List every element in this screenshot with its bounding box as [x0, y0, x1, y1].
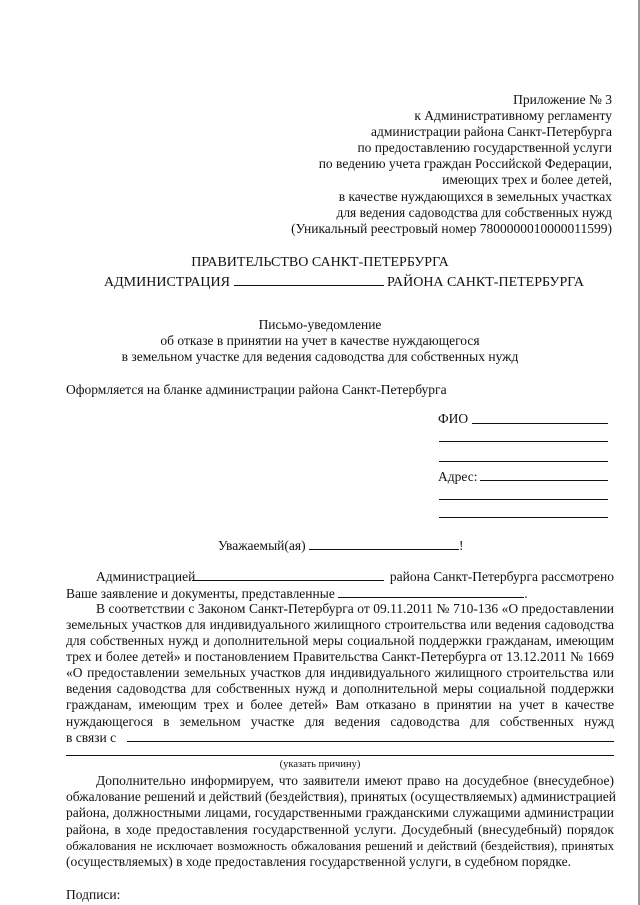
body-para-line-1: В соответствии с Законом Санкт-Петербурга от 09.11.2011 № 710-136 «О предоставлении	[96, 600, 614, 616]
appeal-line-5: обжалования не исключает возможность обжалования решений и действий (бездействия), принятых	[66, 838, 614, 853]
fio-label: ФИО	[438, 411, 469, 427]
reason-prefix: в связи с	[66, 729, 117, 745]
signatures-label: Подписи:	[66, 886, 121, 902]
administration-blank	[192, 580, 384, 581]
body-para-line-2: земельных участков для индивидуального жилищного строительства или ведения садоводства	[66, 616, 614, 632]
body-para-line-3: для собственных нужд и дополнительной меры социальной поддержки гражданам, имеющим	[66, 633, 614, 649]
appendix-line-8: для ведения садоводства для собственных нужд	[336, 204, 612, 220]
body-line-2-end: .	[524, 585, 528, 601]
reason-line-1	[127, 741, 614, 742]
appeal-line-4: района, в ходе предоставления государственной услуги. Досудебный (внесудебный) порядок	[66, 821, 614, 837]
body-para-line-4: трех и более детей» и постановлением Правительства Санкт-Петербурга от 13.12.2011 № 1669	[66, 649, 614, 665]
appendix-line-9: (Уникальный реестровый номер 7800000010000011599)	[291, 220, 612, 236]
fio-line-1	[472, 423, 608, 424]
body-para-line-7: гражданам, имеющим трех и более детей» Вам отказано в принятии на учет в качестве	[66, 697, 614, 713]
government-title: ПРАВИТЕЛЬСТВО САНКТ-ПЕТЕРБУРГА	[191, 254, 449, 270]
appeal-line-6: (осуществляемых) в ходе предоставления государственной услуги, в судебном порядке.	[66, 853, 572, 869]
appendix-line-6: имеющих трех и более детей,	[442, 172, 612, 188]
fio-line-3	[439, 461, 608, 462]
greeting-end: !	[458, 538, 464, 554]
body-para-line-6: ведения садоводства для собственных нужд и дополнительной меры социальной поддержки	[66, 681, 614, 697]
greeting	[218, 537, 463, 554]
reason-hint: (указать причину)	[279, 759, 361, 771]
blank-note: Оформляется на бланке администрации района Санкт-Петербурга	[66, 381, 447, 397]
appeal-line-3: района, должностными лицами, государственными гражданскими служащими администрации	[66, 805, 614, 821]
body-line-2-text: Ваше заявление и документы, представленные	[66, 585, 335, 601]
appendix-line-4: по предоставлению государственной услуги	[357, 140, 612, 156]
administration-left: АДМИНИСТРАЦИЯ	[104, 274, 230, 290]
appeal-line-2: обжалование решений и действий (бездействия), принятых (осуществляемых) администрацией	[66, 789, 617, 805]
appendix-line-2: к Административному регламенту	[414, 108, 612, 124]
appeal-line-1: Дополнительно информируем, что заявители имеют право на досудебное (внесудебное)	[96, 773, 614, 789]
body-line-1-left: Администрацией	[96, 568, 196, 584]
address-label: Адрес:	[438, 469, 478, 485]
district-blank	[234, 273, 384, 286]
address-line-2	[439, 499, 608, 500]
address-line-3	[439, 517, 608, 518]
appendix-line-1: Приложение № 3	[513, 91, 612, 107]
letter-title-line-3: в земельном участке для ведения садоводства для собственных нужд	[121, 348, 519, 364]
letter-title-line-1: Письмо-уведомление	[258, 316, 382, 332]
administration-right: РАЙОНА САНКТ-ПЕТЕРБУРГА	[387, 274, 584, 290]
fio-line-2	[439, 441, 608, 442]
body-para-line-8: нуждающегося в земельном участке для ведения садоводства для собственных нужд	[66, 713, 614, 729]
appendix-line-5: по ведению учета граждан Российской Федерации,	[318, 156, 612, 172]
appendix-line-7: в качестве нуждающихся в земельных участках	[338, 188, 612, 204]
body-line-2	[66, 585, 528, 602]
letter-title-line-2: об отказе в принятии на учет в качестве нуждающегося	[160, 332, 480, 348]
appendix-line-3: администрации района Санкт-Петербурга	[371, 124, 612, 140]
body-para-line-5: «О предоставлении земельных участков для индивидуального жилищного строительства или	[66, 665, 614, 681]
address-line-1	[480, 480, 608, 481]
greeting-name-blank	[309, 537, 459, 550]
body-line-1-right: района Санкт-Петербурга рассмотрено	[389, 568, 614, 584]
submitted-blank	[338, 585, 524, 598]
greeting-text: Уважаемый(ая)	[218, 538, 306, 554]
reason-line-2	[66, 755, 614, 756]
administration-title	[104, 273, 584, 291]
